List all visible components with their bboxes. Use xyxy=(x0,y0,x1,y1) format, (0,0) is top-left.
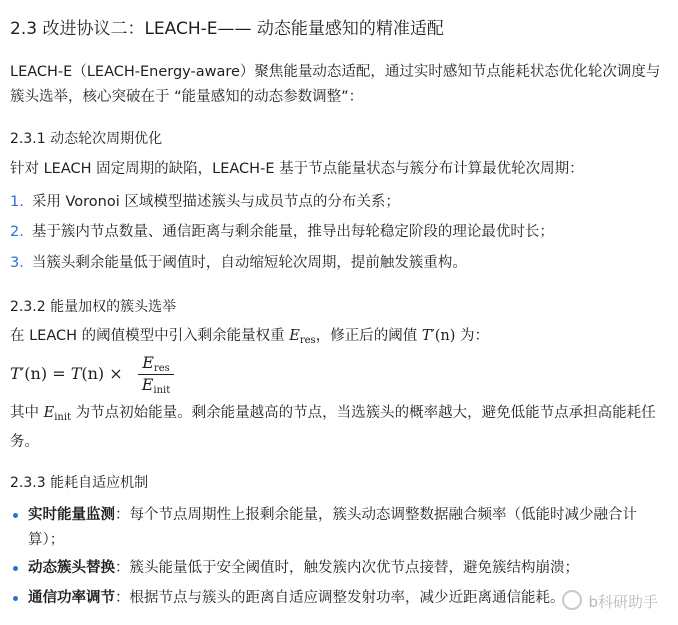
watermark-text: b科研助手 xyxy=(588,593,658,611)
list-item xyxy=(10,503,665,553)
math-e-init: $E_{init}$ xyxy=(43,405,72,423)
lead-text: ，修正后的阈值 xyxy=(315,328,418,344)
lead-text: 为： xyxy=(460,328,490,344)
formula-times: × xyxy=(109,364,123,383)
list-text: 采用 Voronoi 区域模型描述簇头与成员节点的分布关系； xyxy=(31,194,400,210)
formula-equals: = xyxy=(52,364,66,383)
watermark xyxy=(562,590,658,612)
list-number: 3. xyxy=(10,255,24,271)
lead-text: 在 LEACH 的阈值模型中引入剩余能量权重 xyxy=(10,328,285,344)
bullet-icon xyxy=(13,596,18,601)
fraction-denominator: $E_{init}$ xyxy=(141,375,171,396)
formula-t: T xyxy=(70,364,82,383)
list-item-text: ：根据节点与簇头的距离自适应调整发射功率，减少近距离通信能耗。 xyxy=(115,590,565,606)
list-item xyxy=(10,251,467,272)
subsection-2-note xyxy=(10,401,665,455)
subsection-title-1: 2.3.1 动态轮次周期优化 xyxy=(10,131,163,147)
formula-t: T xyxy=(10,364,21,383)
note-text: 为节点初始能量。剩余能量越高的节点，当选簇头的概率越大，避免低能节点承担高能耗任务。 xyxy=(10,405,656,450)
math-e-res: $E_{res}$ xyxy=(289,328,316,346)
bullet-icon xyxy=(13,513,18,518)
list-number: 1. xyxy=(10,194,24,210)
subsection-title-2: 2.3.2 能量加权的簇头选举 xyxy=(10,299,177,315)
math-t-prime: T′(n) xyxy=(421,328,456,344)
list-item xyxy=(10,220,554,241)
subsection-1-lead: 针对 LEACH 固定周期的缺陷，LEACH-E 基于节点能量状态与簇分布计算最优轮次周期： xyxy=(10,161,584,177)
subsection-2-lead xyxy=(10,324,665,353)
formula-n: (n) xyxy=(81,364,105,383)
fraction-numerator: $E_{res}$ xyxy=(142,353,170,374)
bullet-icon xyxy=(13,566,18,571)
list-item-bold: 通信功率调节 xyxy=(28,590,115,606)
list-item-text: ：每个节点周期性上报剩余能量，簇头动态调整数据融合频率（低能时减少融合计算）； xyxy=(28,507,637,548)
section-title: 2.3 改进协议二：LEACH-E—— 动态能量感知的精准适配 xyxy=(10,19,444,39)
subsection-title-3: 2.3.3 能耗自适应机制 xyxy=(10,475,149,491)
list-text: 当簇头剩余能量低于阈值时，自动缩短轮次周期，提前触发簇重构。 xyxy=(31,255,467,271)
section-intro: LEACH-E（LEACH-Energy-aware）聚焦能量动态适配，通过实时感知节点能耗状态优化轮次调度与簇头选举，核心突破在于 “能量感知的动态参数调整”： xyxy=(10,64,661,105)
list-item-bold: 动态簇头替换 xyxy=(28,560,115,576)
list-item xyxy=(10,190,400,211)
wechat-icon xyxy=(562,590,582,610)
list-item xyxy=(10,556,665,581)
formula-prime-n: ′(n) xyxy=(20,364,48,383)
list-item-bold: 实时能量监测 xyxy=(28,507,115,523)
list-item-text: ：簇头能量低于安全阈值时，触发簇内次优节点接替，避免簇结构崩溃； xyxy=(115,560,579,576)
note-text: 其中 xyxy=(10,405,39,421)
list-number: 2. xyxy=(10,224,24,240)
list-text: 基于簇内节点数量、通信距离与剩余能量，推导出每轮稳定阶段的理论最优时长； xyxy=(31,224,554,240)
